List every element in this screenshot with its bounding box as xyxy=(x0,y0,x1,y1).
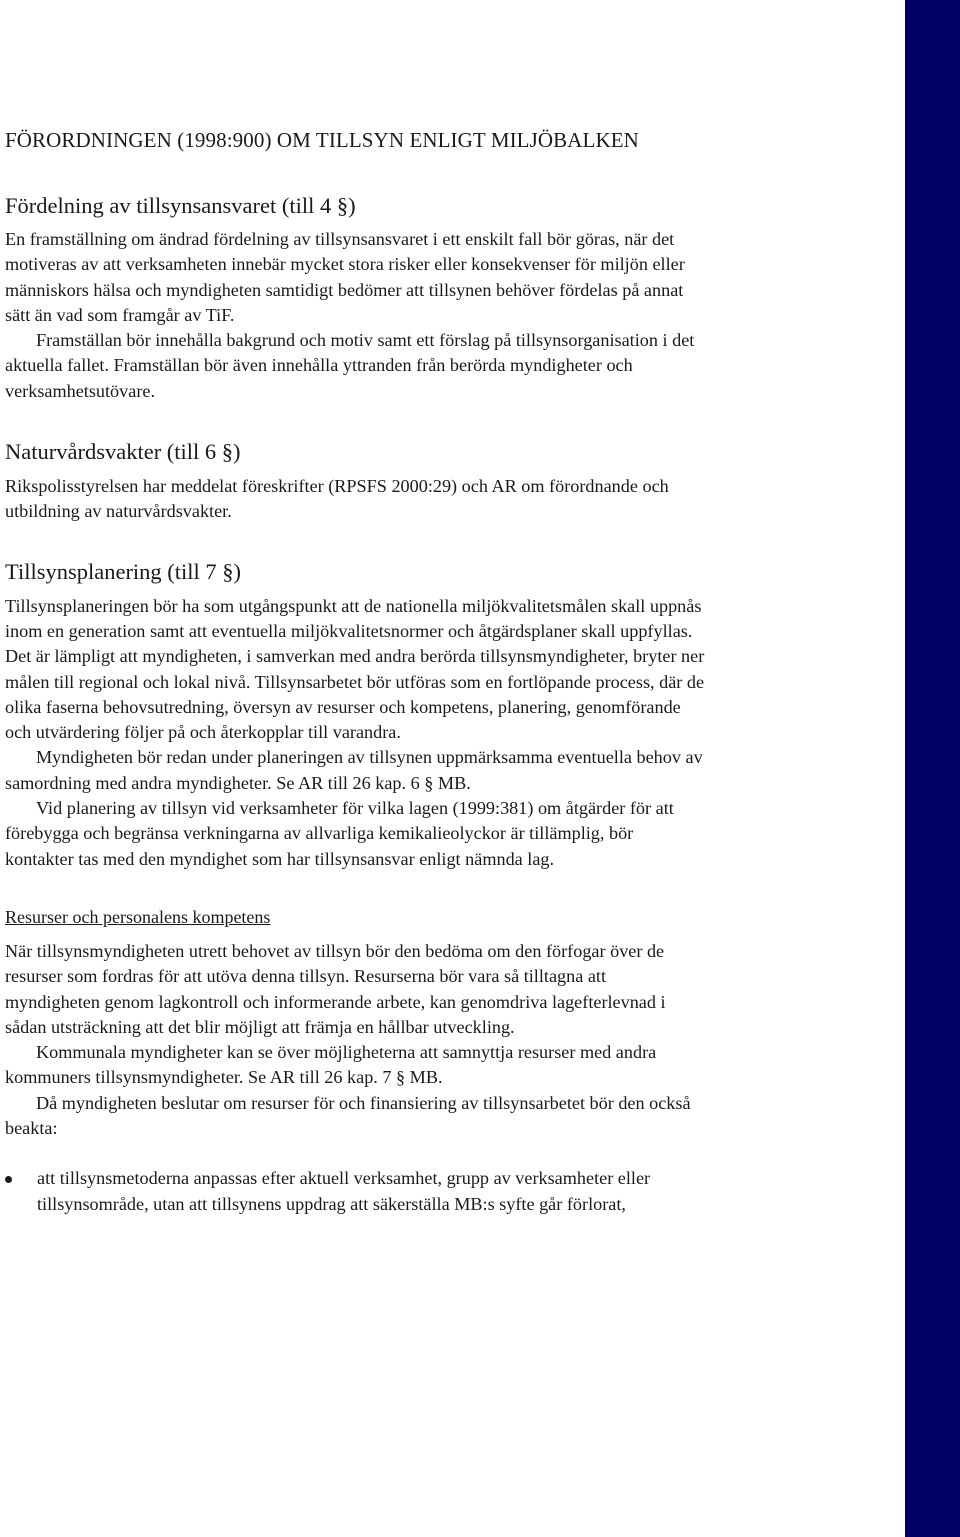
paragraph: När tillsynsmyndigheten utrett behovet av tillsyn bör den bedöma om den förfogar över de resurser som fordras för att utöva denna tillsyn. Resurserna bör vara så tilltagna att myndigheten genom lagkontroll och informerande arbete, kan genomdriva lagefterlevnad i sådan utsträckning att det blir möjligt att främja en hållbar utveckling. xyxy=(5,940,666,1037)
paragraph: Vid planering av tillsyn vid verksamheter för vilka lagen (1999:381) om åtgärder för att förebygga och begränsa verkningarna av allvarliga kemikalieolyckor är tillämplig, bör kontakter tas med den myndighet som har tillsynsansvar enligt nämnda lag. xyxy=(5,798,674,869)
bullet-list xyxy=(5,1166,705,1217)
paragraph: Rikspolisstyrelsen har meddelat föreskrifter (RPSFS 2000:29) och AR om förordnande och utbildning av naturvårdsvakter. xyxy=(5,476,669,522)
section-heading-fordelning: Fördelning av tillsynsansvaret (till 4 §) xyxy=(5,193,356,218)
paragraph: En framställning om ändrad fördelning av tillsynsansvaret i ett enskilt fall bör göras, när det motiveras av att verksamheten innebär mycket stora risker eller konsekvenser för miljön eller människors hälsa och myndigheten samtidigt bedömer att tillsynen behöver fördelas på annat sätt än vad som framgår av TiF. xyxy=(5,229,685,325)
bullet-icon xyxy=(5,1176,12,1183)
document-title: FÖRORDNINGEN (1998:900) OM TILLSYN ENLIGT MILJÖBALKEN xyxy=(5,128,639,152)
list-item xyxy=(5,1166,705,1217)
document-body xyxy=(5,126,705,1217)
list-item-text: att tillsynsmetoderna anpassas efter aktuell verksamhet, grupp av verksamheter eller tillsynsområde, utan att tillsynens uppdrag att säkerställa MB:s syfte går förlorat, xyxy=(37,1168,651,1214)
paragraph: Myndigheten bör redan under planeringen av tillsynen uppmärksamma eventuella behov av samordning med andra myndigheter. Se AR till 26 kap. 6 § MB. xyxy=(5,747,703,793)
section-heading-naturvardsvakter: Naturvårdsvakter (till 6 §) xyxy=(5,439,241,465)
paragraph: Framställan bör innehålla bakgrund och motiv samt ett förslag på tillsynsorganisation i det aktuella fallet. Framställan bör även innehålla yttranden från berörda myndigheter och verksamhetsutövare. xyxy=(5,330,695,401)
section-heading-resurser: Resurser och personalens kompetens xyxy=(5,906,271,927)
paragraph: Tillsynsplaneringen bör ha som utgångspunkt att de nationella miljökvalitetsmålen skall uppnås inom en generation samt att eventuella miljökvalitetsnormer och åtgärdsplaner skall uppfyllas. Det är lämpligt att myndigheten, i samverkan med andra berörda tillsynsmyndigheter, bryter ner målen till regional och lokal nivå. Tillsynsarbetet bör utföras som en fortlöpande process, där de olika faserna behovsutredning, översyn av resurser och kompetens, planering, genomförande och utvärdering följer på och återkopplar till varandra. xyxy=(5,595,705,743)
paragraph: Kommunala myndigheter kan se över möjligheterna att samnyttja resurser med andra kommuners tillsynsmyndigheter. Se AR till 26 kap. 7 § MB. xyxy=(5,1042,657,1088)
right-margin-band xyxy=(905,0,960,1537)
section-heading-tillsynsplanering: Tillsynsplanering (till 7 §) xyxy=(5,558,242,584)
paragraph: Då myndigheten beslutar om resurser för och finansiering av tillsynsarbetet bör den också beakta: xyxy=(5,1092,691,1139)
